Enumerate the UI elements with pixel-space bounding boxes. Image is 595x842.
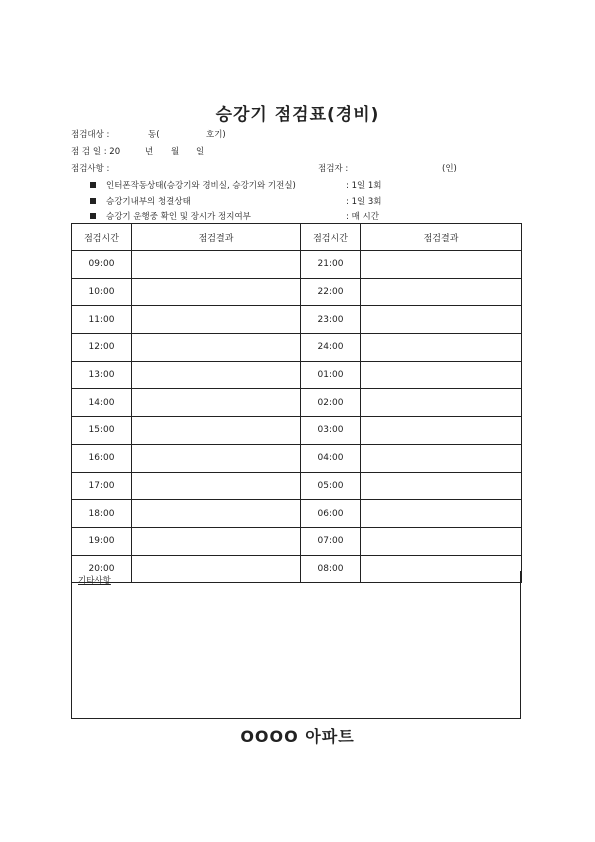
footer-apartment-name: OOOO 아파트 bbox=[240, 727, 355, 746]
notes-box bbox=[71, 571, 521, 719]
table-header-row bbox=[72, 224, 522, 251]
time-cell-right: 08:00 bbox=[301, 555, 361, 583]
checklist-item-frequency: : 매 시간 bbox=[346, 212, 379, 222]
table-row bbox=[72, 389, 522, 417]
time-cell-right: 02:00 bbox=[301, 389, 361, 417]
result-cell-left[interactable] bbox=[132, 417, 301, 445]
day-label: 일 bbox=[196, 147, 205, 157]
table-row bbox=[72, 306, 522, 334]
square-bullet-icon bbox=[90, 198, 96, 204]
checklist-item-text: 승강기 운행중 확인 및 장시가 정지여부 bbox=[106, 212, 251, 222]
checklist-item bbox=[90, 179, 382, 191]
table-row bbox=[72, 527, 522, 555]
checklist-item-text: 승강기내부의 청결상태 bbox=[106, 197, 191, 207]
result-cell-right[interactable] bbox=[361, 444, 522, 472]
year-label: 년 bbox=[145, 147, 154, 157]
table-row bbox=[72, 472, 522, 500]
header-time-left: 점검시간 bbox=[72, 224, 132, 251]
time-cell-right: 22:00 bbox=[301, 278, 361, 306]
checklist-item-text: 인터폰작동상태(승강기와 경비실, 승강기와 기전실) bbox=[106, 181, 296, 191]
checklist-item bbox=[90, 195, 382, 207]
header-result-right: 점검결과 bbox=[361, 224, 522, 251]
time-cell-right: 21:00 bbox=[301, 251, 361, 279]
time-cell-right: 24:00 bbox=[301, 334, 361, 362]
result-cell-left[interactable] bbox=[132, 251, 301, 279]
result-cell-right[interactable] bbox=[361, 361, 522, 389]
checklist-item-frequency: : 1일 3회 bbox=[346, 197, 382, 207]
table-row bbox=[72, 500, 522, 528]
time-cell-right: 05:00 bbox=[301, 472, 361, 500]
table-row bbox=[72, 334, 522, 362]
square-bullet-icon bbox=[90, 182, 96, 188]
result-cell-right[interactable] bbox=[361, 306, 522, 334]
items-label: 점검사항 : bbox=[71, 164, 110, 174]
header-time-right: 점검시간 bbox=[301, 224, 361, 251]
table-row bbox=[72, 444, 522, 472]
document-title: 승강기 점검표(경비) bbox=[215, 105, 380, 125]
result-cell-left[interactable] bbox=[132, 278, 301, 306]
table-row bbox=[72, 278, 522, 306]
time-cell-left: 10:00 bbox=[72, 278, 132, 306]
result-cell-left[interactable] bbox=[132, 444, 301, 472]
result-cell-left[interactable] bbox=[132, 472, 301, 500]
result-cell-right[interactable] bbox=[361, 278, 522, 306]
result-cell-left[interactable] bbox=[132, 361, 301, 389]
result-cell-right[interactable] bbox=[361, 472, 522, 500]
time-cell-left: 13:00 bbox=[72, 361, 132, 389]
time-cell-right: 01:00 bbox=[301, 361, 361, 389]
result-cell-right[interactable] bbox=[361, 417, 522, 445]
table-row bbox=[72, 417, 522, 445]
time-cell-left: 17:00 bbox=[72, 472, 132, 500]
result-cell-right[interactable] bbox=[361, 389, 522, 417]
inspection-table bbox=[71, 223, 522, 583]
seal-label: (인) bbox=[442, 164, 457, 174]
time-cell-right: 06:00 bbox=[301, 500, 361, 528]
time-cell-right: 04:00 bbox=[301, 444, 361, 472]
time-cell-left: 20:00 bbox=[72, 555, 132, 583]
result-cell-right[interactable] bbox=[361, 334, 522, 362]
time-cell-left: 18:00 bbox=[72, 500, 132, 528]
result-cell-right[interactable] bbox=[361, 251, 522, 279]
result-cell-left[interactable] bbox=[132, 306, 301, 334]
time-cell-left: 11:00 bbox=[72, 306, 132, 334]
target-label: 점검대상 : bbox=[71, 130, 110, 140]
checklist-item bbox=[90, 210, 379, 222]
result-cell-left[interactable] bbox=[132, 527, 301, 555]
notes-label: 기타사항 bbox=[78, 576, 111, 586]
result-cell-left[interactable] bbox=[132, 389, 301, 417]
result-cell-left[interactable] bbox=[132, 500, 301, 528]
time-cell-left: 12:00 bbox=[72, 334, 132, 362]
time-cell-left: 16:00 bbox=[72, 444, 132, 472]
result-cell-left[interactable] bbox=[132, 334, 301, 362]
time-cell-left: 14:00 bbox=[72, 389, 132, 417]
table-row bbox=[72, 361, 522, 389]
time-cell-left: 15:00 bbox=[72, 417, 132, 445]
time-cell-right: 03:00 bbox=[301, 417, 361, 445]
header-result-left: 점검결과 bbox=[132, 224, 301, 251]
ho-label: 호기) bbox=[206, 130, 226, 140]
time-cell-left: 19:00 bbox=[72, 527, 132, 555]
month-label: 월 bbox=[171, 147, 180, 157]
date-label: 점 검 일 : 20 bbox=[71, 147, 121, 157]
time-cell-left: 09:00 bbox=[72, 251, 132, 279]
checklist-item-frequency: : 1일 1회 bbox=[346, 181, 382, 191]
result-cell-right[interactable] bbox=[361, 527, 522, 555]
time-cell-right: 07:00 bbox=[301, 527, 361, 555]
table-body bbox=[72, 251, 522, 583]
result-cell-right[interactable] bbox=[361, 500, 522, 528]
time-cell-right: 23:00 bbox=[301, 306, 361, 334]
table-row bbox=[72, 251, 522, 279]
dong-label: 동( bbox=[148, 130, 160, 140]
inspector-label: 점검자 : bbox=[318, 164, 349, 174]
square-bullet-icon bbox=[90, 213, 96, 219]
